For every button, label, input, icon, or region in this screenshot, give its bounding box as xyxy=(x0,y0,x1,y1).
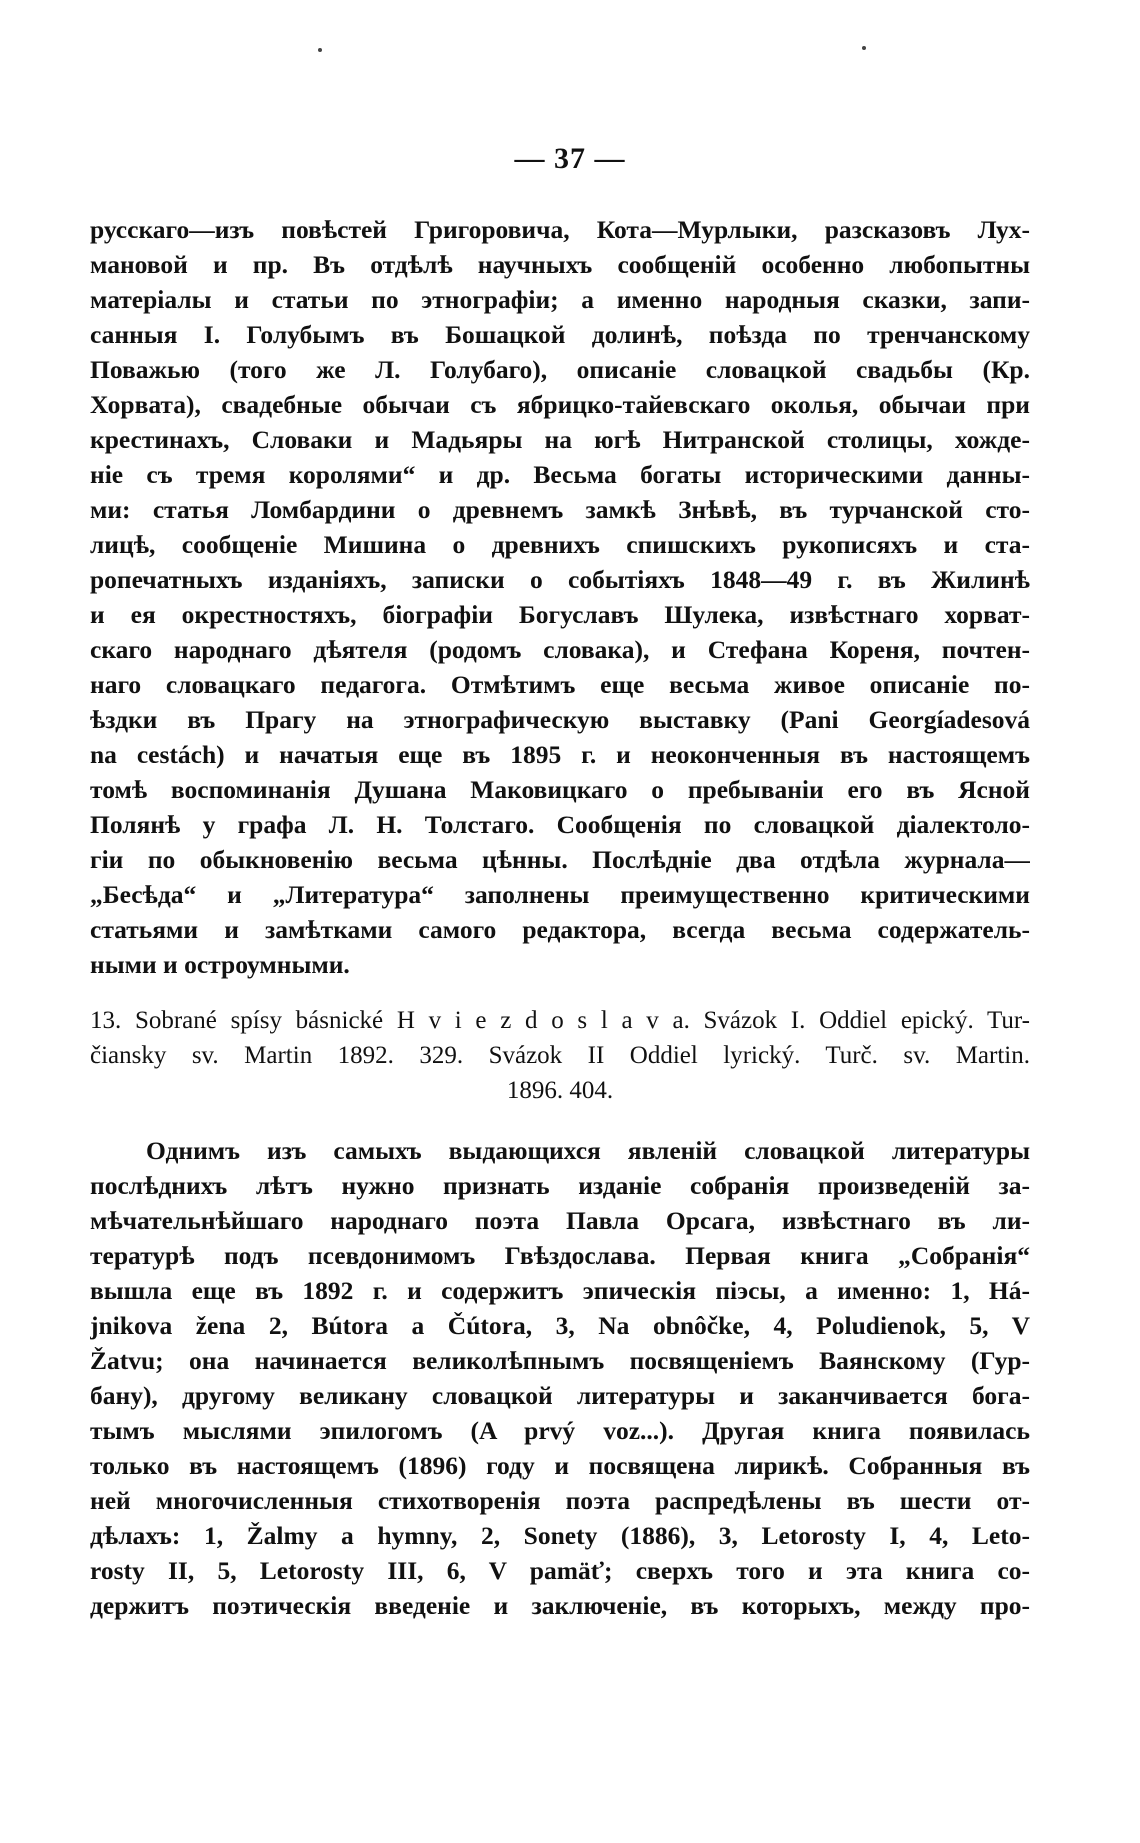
text-line: вышла еще въ 1892 г. и содержитъ эпическія пiэсы, а именно: 1, Há- xyxy=(90,1276,1030,1305)
text-line: послѣднихъ лѣтъ нужно признать изданіе собранія произведеній за- xyxy=(90,1171,1030,1200)
text-line: крестинахъ, Словаки и Мадьяры на югѣ Нитранской столицы, хожде- xyxy=(90,425,1030,454)
text-line: только въ настоящемъ (1896) году и посвящена лирикѣ. Собранныя въ xyxy=(90,1451,1030,1480)
bibliography-entry-13 xyxy=(90,1003,1030,1108)
text-line: гіи по обыкновенію весьма цѣнны. Послѣдніе два отдѣла журнала— xyxy=(90,845,1030,874)
text-line: мановой и пр. Въ отдѣлѣ научныхъ сообщеній особенно любопытны xyxy=(90,250,1030,279)
text-line: ней многочисленныя стихотворенія поэта распредѣлены въ шести от- xyxy=(90,1486,1030,1515)
text-line: дѣлахъ: 1, Žalmy a hymny, 2, Sonety (1886), 3, Letorosty I, 4, Leto- xyxy=(90,1521,1030,1550)
text-line: Žatvu; она начинается великолѣпнымъ посвященіемъ Ваянскому (Гур- xyxy=(90,1346,1030,1375)
entry-line: 13. Sobrané spísy básnické H v i e z d o s l a v a. Svázok I. Oddiel epický. Tur- xyxy=(90,1007,1030,1034)
text-line: jnikova žena 2, Bútora a Čútora, 3, Na obnôčke, 4, Poludienok, 5, V xyxy=(90,1311,1030,1340)
text-line: Хорвата), свадебные обычаи съ ябрицко-тайевскаго околья, обычаи при xyxy=(90,390,1030,419)
text-line: и ея окрестностяхъ, біографіи Богуславъ Шулека, извѣстнаго хорват- xyxy=(90,600,1030,629)
text-line: томѣ воспоминанія Душана Маковицкаго о пребываніи его въ Ясной xyxy=(90,775,1030,804)
text-line: русскаго—изъ повѣстей Григоровича, Кота—Мурлыки, разсказовъ Лух- xyxy=(90,215,1030,244)
scan-speck xyxy=(318,48,322,52)
text-line: na cestách) и начатыя еще въ 1895 г. и неоконченныя въ настоящемъ xyxy=(90,740,1030,769)
text-line: наго словацкаго педагога. Отмѣтимъ еще весьма живое описаніе по- xyxy=(90,670,1030,699)
paragraph-continued xyxy=(90,212,1030,982)
text-line: держитъ поэтическія введеніе и заключеніе, въ которыхъ, между про- xyxy=(90,1591,1030,1620)
text-line: бану), другому великану словацкой литературы и заканчивается бога- xyxy=(90,1381,1030,1410)
text-line: статьями и замѣтками самого редактора, всегда весьма содержатель- xyxy=(90,915,1030,944)
text-line: ѣздки въ Прагу на этнографическую выставку (Pani Georgíadesová xyxy=(90,705,1030,734)
text-line: мѣчательнѣйшаго народнаго поэта Павла Орсага, извѣстнаго въ ли- xyxy=(90,1206,1030,1235)
entry-line: čiansky sv. Martin 1892. 329. Svázok II Oddiel lyrický. Turč. sv. Martin. xyxy=(90,1042,1030,1069)
review-paragraph xyxy=(90,1133,1030,1623)
entry-line: 1896. 404. xyxy=(506,1077,614,1104)
text-line: ропечатныхъ изданіяхъ, записки о событіяхъ 1848—49 г. въ Жилинѣ xyxy=(90,565,1030,594)
text-line: Однимъ изъ самыхъ выдающихся явленій словацкой литературы xyxy=(146,1136,1030,1165)
text-line: ными и остроумными. xyxy=(90,950,350,979)
text-line: rosty II, 5, Letorosty III, 6, V pamäť; сверхъ того и эта книга со- xyxy=(90,1556,1030,1585)
text-line: тымъ мыслями эпилогомъ (A prvý voz...). Другая книга появилась xyxy=(90,1416,1030,1445)
page-number: — 37 — xyxy=(514,142,626,175)
text-line: Полянѣ у графа Л. Н. Толстаго. Сообщенія по словацкой діалектоло- xyxy=(90,810,1030,839)
scan-speck xyxy=(862,46,866,50)
text-line: ми: статья Ломбардини о древнемъ замкѣ Знѣвѣ, въ турчанской сто- xyxy=(90,495,1030,524)
text-line: ніе съ тремя королями“ и др. Весьма богаты историческими данны- xyxy=(90,460,1030,489)
text-line: санныя І. Голубымъ въ Бошацкой долинѣ, поѣзда по тренчанскому xyxy=(90,320,1030,349)
text-line: лицѣ, сообщеніе Мишина о древнихъ спишскихъ рукописяхъ и ста- xyxy=(90,530,1030,559)
text-line: матеріалы и статьи по этнографіи; а именно народныя сказки, запи- xyxy=(90,285,1030,314)
text-line: скаго народнаго дѣятеля (родомъ словака), и Стефана Кореня, почтен- xyxy=(90,635,1030,664)
text-line: Поважью (того же Л. Голубаго), описаніе словацкой свадьбы (Кр. xyxy=(90,355,1030,384)
text-line: тературѣ подъ псевдонимомъ Гвѣздослава. Первая книга „Собранія“ xyxy=(90,1241,1030,1270)
text-line: „Бесѣда“ и „Литература“ заполнены преимущественно критическими xyxy=(90,880,1030,909)
